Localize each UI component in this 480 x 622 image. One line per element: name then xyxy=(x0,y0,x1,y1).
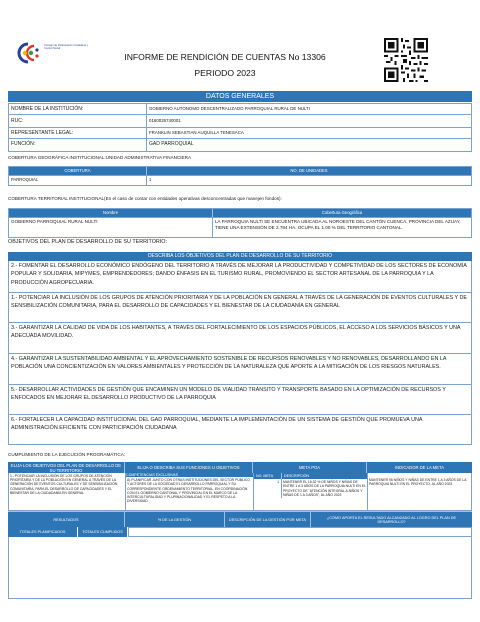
objectives-list xyxy=(8,252,472,445)
results-col-header: RESULTADOS xyxy=(8,512,125,527)
institution-name-value: GOBIERNO AUTONOMO DESCENTRALIZADO PARROQUIAL RURAL DE NULTI xyxy=(149,106,310,111)
function-value: GAD PARROQUIAL xyxy=(149,141,194,147)
totals-done-label: TOTALES CUMPLIDOS xyxy=(78,527,128,537)
execution-objective-cell: 1.- POTENCIAR LA INCLUSIÓN DE LOS GRUPOS DE ATENCIÓN PRIORITARIA Y DE LA POBLACIÓN EN GENERAL A TRAVÉS DE LA GENERACIÓN DE EVENTOS CULTURALES Y DE SENSIBILIZACIÓN COMUNITARIA, PARA EL DESARROLLO DE CAPACIDADES Y EL BIENESTAR DE LA CIUDADANÍA EN GENERAL xyxy=(9,473,126,510)
coverage-header xyxy=(9,167,471,175)
units-cell: 1 xyxy=(149,177,152,182)
meta-number: 1 xyxy=(254,479,282,498)
objective-item: 4.- GARANTIZAR LA SUSTENTABILIDAD AMBIENTAL Y EL APROVECHAMIENTO SOSTENIBLE DE RECURSOS RENOVABLES Y NO RENOVABLES, DESARROLLANDO EN LA POBLACIÓN UNA CONCIENTIZACIÓN EN VALORES AMBIENTALES Y PROTECCIÓN DE LA NATURALEZA QUE APORTE A LA MITIGACIÓN DE LOS RIESGOS NATURALES. xyxy=(8,354,472,385)
territorial-name-cell: GOBIERNO PARROQUIAL RURAL NULTI xyxy=(9,218,213,237)
table-row xyxy=(9,217,471,237)
totals-row xyxy=(8,527,472,537)
table-row xyxy=(9,128,471,139)
objective-item: 3.- GARANTIZAR LA CALIDAD DE VIDA DE LOS HABITANTES, A TRAVÉS DEL FORTALECIMIENTO DE LOS ESPACIOS PÚBLICOS, EL ACCESO A LOS SERVICIOS BÁSICOS Y UNA ADECUADA MOVILIDAD. xyxy=(8,323,472,354)
general-data-table xyxy=(8,103,472,152)
execution-header xyxy=(8,462,472,473)
table-row xyxy=(9,175,471,185)
logo-text: Consejo de Participación Ciudadana y Control Social xyxy=(44,44,88,51)
coverage-col-header: COBERTURA xyxy=(9,167,147,175)
objective-item: 5.- DESARROLLAR ACTIVIDADES DE GESTIÓN QUE ENCAMINEN UN MODELO DE VIALIDAD TRÁNSITO Y TRANSPORTE BASADO EN LA OPTIMIZACIÓN DE RECURSOS Y ENFOCADOS EN MEJORAR EL DESARROLLO PRODUCTIVO DE LA PARROQUIA xyxy=(8,385,472,415)
institution-name-label: NOMBRE DE LA INSTITUCIÓN: xyxy=(9,104,147,114)
coverage-cell: PARROQUIAL xyxy=(9,176,147,185)
table-row xyxy=(8,473,472,511)
functions-col-header: ELIJA O DESCRIBA SUS FUNCIONES U OBJETIVOS xyxy=(125,462,253,473)
coverage-label: COBERTURA GEOGRÁFICA INSTITUCIONAL:UNIDAD ADMINISTRATIVA FINANCIERA xyxy=(8,155,192,160)
objective-item: 6.- FORTALECER LA CAPACIDAD INSTITUCIONAL DEL GAD PARROQUIAL, MEDIANTE LA IMPLEMENTACIÓN DE UN SISTEMA DE GESTIÓN QUE PROMUEVA UNA ADMINISTRACIÓN EFICIENTE CON PARTICIPACIÓN CIUDADANA xyxy=(8,415,472,445)
report-period: PERIODO 2023 xyxy=(194,68,256,78)
table-row xyxy=(9,139,471,151)
report-title: INFORME DE RENDICIÓN DE CUENTAS No 13306 xyxy=(124,52,326,62)
territorial-coverage-cell: LA PARROQUIA NULTI SE ENCUENTRA UBICADA AL NOROESTE DEL CANTÓN CUENCA, PROVINCIA DEL AZUAY, TIENE UNA EXTENSIÓN DE 2.784 HA. OCUPA EL 1.00 % DEL TERRITORIO CANTONAL. xyxy=(215,219,461,231)
units-col-header: NO. DE UNIDADES xyxy=(290,168,328,173)
function-label: FUNCIÓN: xyxy=(9,139,147,151)
coverage-table xyxy=(8,166,472,186)
objectives-label: OBJETIVOS DEL PLAN DE DESARROLLO DE SU TERRITORIO: xyxy=(8,239,167,245)
qr-code-icon xyxy=(384,38,428,82)
meta-description: MANTENER EL 16,32 % DE NIÑOS Y NIÑAS DE ENTRE 1 A 3 AÑOS DE LA PARROQUIA NULTI EN EL PROYECTO DE "ATENCIÓN INTEGRAL A NIÑOS Y NIÑAS DE 1 A 3 AÑOS", AL AÑO 2023 xyxy=(283,480,366,497)
execution-indicator-cell: MANTENER 95 NIÑOS Y NIÑAS DE ENTRE 1 A 3 AÑOS DE LA PARROQUIA NULTI EN EL PROYECTO, AL AÑO 2023 xyxy=(369,478,467,487)
indicator-col-header: INDICADOR DE LA META xyxy=(394,465,445,470)
totals-blank xyxy=(128,527,472,537)
results-header xyxy=(8,511,472,527)
general-data-band: DATOS GENERALES xyxy=(8,91,472,102)
execution-function-cell xyxy=(126,473,254,510)
meta-content xyxy=(254,479,367,498)
territorial-header xyxy=(9,209,471,217)
objectives-band: DESCRIBA LOS OBJETIVOS DEL PLAN DE DESARROLLO DE SU TERRITORIO xyxy=(8,252,472,261)
execution-table xyxy=(8,462,472,599)
territorial-label: COBERTURA TERRITORIAL INSTITUCIONAL(En el caso de contar con entidades operativas desconcentradas que manejen fondos): xyxy=(8,196,282,201)
objective-item: 2.- FOMENTAR EL DESARROLLO ECONÓMICO ENDÓGENO DEL TERRITORIO A TRAVÉS DE MEJORAR LA PRODUCTIVIDAD Y COMPETIVIDAD DE LOS SECTORES DE ECONOMÍA POPULAR Y SOLIDARIA, MIPYMES, EMPRENDEDORES; DANDO ÉNFASIS EN EL TURISMO RURAL, PROMOVIENDO EL SECTOR ARTESANAL DE LA PARROQUIA Y LA PRODUCCIÓN AGROPECUARIA. xyxy=(8,261,472,293)
territorial-table xyxy=(8,208,472,238)
table-row xyxy=(9,115,471,128)
competencies-subheader: COMPETENCIAS EXCLUSIVAS xyxy=(126,473,253,477)
contribution-col-header: ¿CÓMO APORTA EL RESULTADO ALCANZADO AL LOGRO DEL PLAN DE DESARROLLO? xyxy=(326,515,457,524)
ruc-label: RUC: xyxy=(9,115,147,127)
goal-percent-col-header: % DE LA GESTIÓN xyxy=(125,512,225,527)
meta-poa-col-header: META POA xyxy=(253,462,367,473)
meta-desc-subheader: DESCRIPCIÓN xyxy=(284,474,309,478)
legal-rep-label: REPRESENTANTE LEGAL: xyxy=(9,128,147,138)
totals-planned-label: TOTALES PLANIFICADOS xyxy=(8,527,78,537)
table-row xyxy=(9,104,471,115)
results-empty-area xyxy=(8,537,472,599)
execution-label: CUMPLIMIENTO DE LA EJECUCIÓN PROGRAMÁTICA: xyxy=(8,452,126,457)
meta-no-subheader: NO. META xyxy=(254,473,282,479)
execution-meta-cell xyxy=(254,473,368,510)
ruc-value: 0160026740001 xyxy=(149,118,181,123)
objective-item: 1.- POTENCIAR LA INCLUSIÓN DE LOS GRUPOS DE ATENCIÓN PRIORITARIA Y DE LA POBLACIÓN EN GENERAL A TRAVÉS DE LA GENERACIÓN DE EVENTOS CULTURALES Y DE SENSIBILIZACIÓN COMUNITARIA, PARA EL DESARROLLO DE CAPACIDADES Y EL BIENESTAR DE LA CIUDADANÍA EN GENERAL xyxy=(8,293,472,323)
function-text: A) PLANIFICAR JUNTO CON OTRAS INSTITUCIONES DEL SECTOR PÚBLICO Y ACTORES DE LA SOCIEDAD EL DESARROLLO PARROQUIAL Y SU CORRESPONDIENTE ORDENAMIENTO TERRITORIAL, EN COORDINACIÓN CON EL GOBIERNO CANTONAL Y PROVINCIAL EN EL MARCO DE LA INTERCULTURALIDAD Y PLURINACIONALIDAD Y EL RESPETO A LA DIVERSIDAD xyxy=(127,478,250,504)
cpccs-logo xyxy=(16,41,86,67)
legal-rep-value: FRANKLIN SEBASTIAN AUQUILLA TENESACA xyxy=(149,130,244,135)
goal-desc-col-header: DESCRIPCIÓN DE LA GESTIÓN POR META xyxy=(225,512,311,527)
geo-col-header: Cobertura Geográfica xyxy=(321,210,363,215)
objectives-col-header: ELIJA LOS OBJETIVOS DEL PLAN DE DESARROLLO DE SU TERRITORIO xyxy=(8,462,125,473)
name-col-header: Nombre xyxy=(9,209,213,217)
cpccs-logo-icon xyxy=(16,41,42,67)
